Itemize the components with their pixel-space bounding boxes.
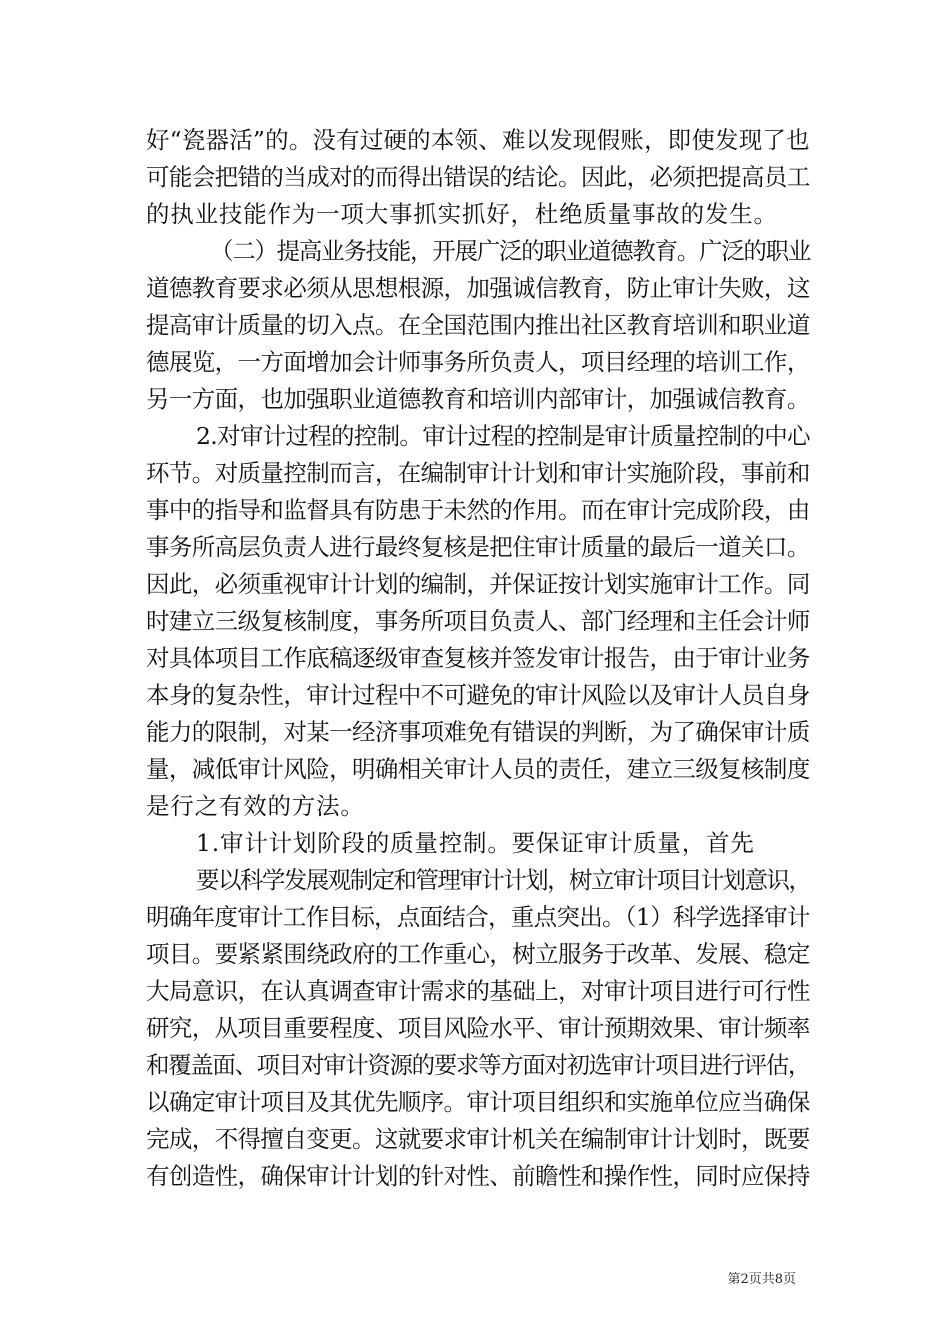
text-line: 事中的指导和监督具有防患于未然的作用。而在审计完成阶段，由 — [146, 496, 810, 524]
text-line: 量，减低审计风险，明确相关审计人员的责任，建立三级复核制度 — [146, 755, 810, 783]
text-line: 大局意识，在认真调查审计需求的基础上，对审计项目进行可行性 — [146, 977, 810, 1005]
text-line: 是行之有效的方法。 — [146, 792, 365, 820]
text-line: 明确年度审计工作目标，点面结合，重点突出。（1）科学选择审计 — [146, 903, 810, 931]
text-line: 研究，从项目重要程度、项目风险水平、审计预期效果、审计频率 — [146, 1014, 810, 1042]
text-line: 和覆盖面、项目对审计资源的要求等方面对初选审计项目进行评估， — [146, 1051, 810, 1079]
text-line: 提高审计质量的切入点。在全国范围内推出社区教育培训和职业道 — [146, 311, 810, 339]
text-line: 道德教育要求必须从思想根源，加强诚信教育，防止审计失败，这 — [146, 274, 810, 302]
text-line: 可能会把错的当成对的而得出错误的结论。因此，必须把提高员工 — [146, 163, 810, 191]
text-line: 1.审计计划阶段的质量控制。要保证审计质量，首先 — [196, 829, 755, 857]
page-number: 第2页共8页 — [727, 1272, 796, 1287]
text-line: 以确定审计项目及其优先顺序。审计项目组织和实施单位应当确保 — [146, 1088, 810, 1116]
text-line: 2.对审计过程的控制。审计过程的控制是审计质量控制的中心 — [196, 422, 810, 450]
text-line: 能力的限制，对某一经济事项难免有错误的判断，为了确保审计质 — [146, 718, 810, 746]
text-line: 有创造性，确保审计计划的针对性、前瞻性和操作性，同时应保持 — [146, 1162, 810, 1190]
text-line: 本身的复杂性，审计过程中不可避免的审计风险以及审计人员自身 — [146, 681, 810, 709]
text-line: 项目。要紧紧围绕政府的工作重心，树立服务于改革、发展、稳定 — [146, 940, 810, 968]
text-line: 德展览，一方面增加会计师事务所负责人，项目经理的培训工作， — [146, 348, 810, 376]
text-line: 完成，不得擅自变更。这就要求审计机关在编制审计计划时，既要 — [146, 1125, 810, 1153]
text-line: 因此，必须重视审计计划的编制，并保证按计划实施审计工作。同 — [146, 570, 810, 598]
text-line: 对具体项目工作底稿逐级审查复核并签发审计报告，由于审计业务 — [146, 644, 810, 672]
text-line: 事务所高层负责人进行最终复核是把住审计质量的最后一道关口。 — [146, 533, 810, 561]
text-line: 好“瓷器活”的。没有过硬的本领、难以发现假账，即使发现了也 — [146, 126, 810, 154]
text-line: 另一方面，也加强职业道德教育和培训内部审计，加强诚信教育。 — [146, 385, 810, 413]
text-line: （二）提高业务技能，开展广泛的职业道德教育。广泛的职业 — [210, 237, 811, 265]
text-line: 时建立三级复核制度，事务所项目负责人、部门经理和主任会计师 — [146, 607, 810, 635]
text-line: 的执业技能作为一项大事抓实抓好，杜绝质量事故的发生。 — [146, 200, 778, 228]
text-line: 要以科学发展观制定和管理审计计划，树立审计项目计划意识， — [196, 866, 811, 894]
text-line: 环节。对质量控制而言，在编制审计计划和审计实施阶段，事前和 — [146, 459, 810, 487]
